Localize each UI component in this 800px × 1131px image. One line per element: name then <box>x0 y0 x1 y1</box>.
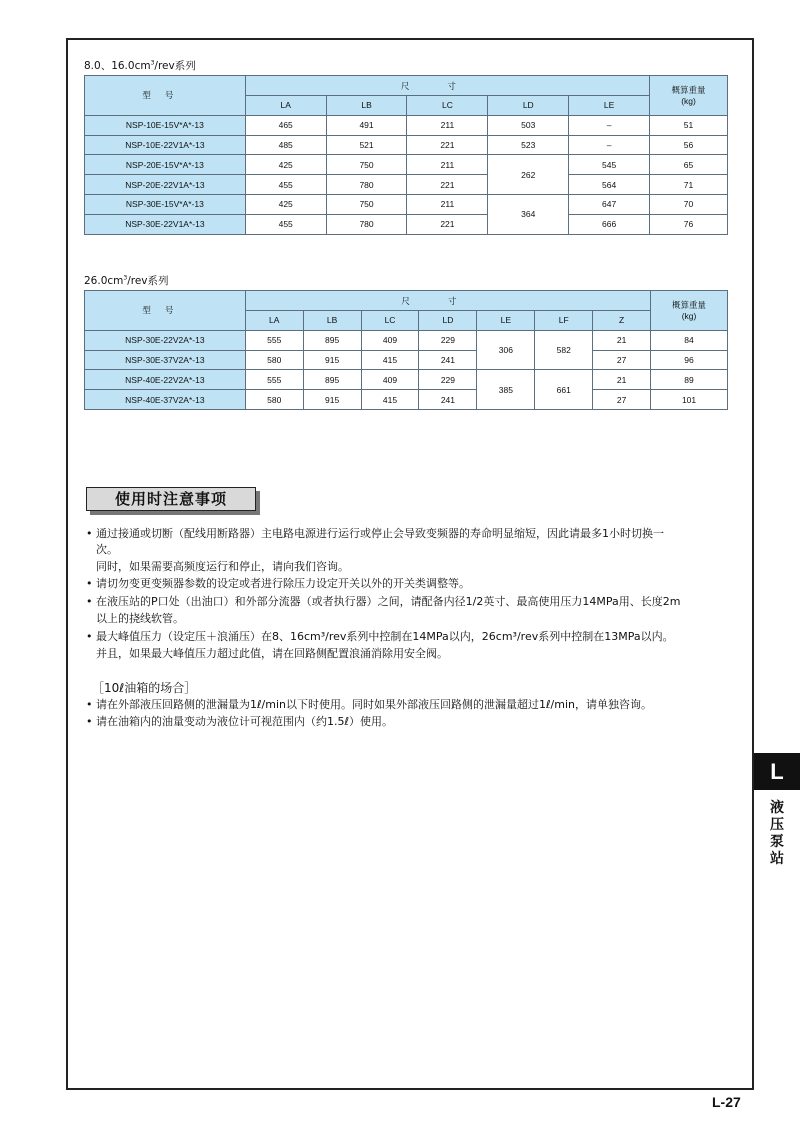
cell: 750 <box>326 155 407 175</box>
table2-title: $26.0cm^3$/rev系列 <box>84 274 169 287</box>
cell: 895 <box>303 370 361 390</box>
header-weight: 概算重量 (kg) <box>651 291 728 331</box>
cell: 211 <box>407 155 488 175</box>
cell: 521 <box>326 135 407 155</box>
cell: 241 <box>419 390 477 410</box>
cell: 750 <box>326 194 407 214</box>
cell: 780 <box>326 175 407 195</box>
col-header: LA <box>245 311 303 331</box>
cell: 661 <box>535 370 593 410</box>
cell: 564 <box>569 175 650 195</box>
cell: 56 <box>650 135 728 155</box>
table-row <box>85 175 728 195</box>
cell: 364 <box>488 194 569 234</box>
cell: 229 <box>419 330 477 350</box>
model-cell: NSP-40E-22V2A*-13 <box>85 370 246 390</box>
cell: – <box>569 115 650 135</box>
cell: 96 <box>651 350 728 370</box>
col-header: LF <box>535 311 593 331</box>
table-row <box>85 115 728 135</box>
model-cell: NSP-30E-22V2A*-13 <box>85 330 246 350</box>
header-weight: 概算重量 (kg) <box>650 76 728 116</box>
col-header: LE <box>569 96 650 116</box>
cell: 89 <box>651 370 728 390</box>
model-cell: NSP-30E-15V*A*-13 <box>85 194 246 214</box>
cell: 915 <box>303 390 361 410</box>
cell: 306 <box>477 330 535 370</box>
spec-table-1 <box>84 75 728 235</box>
cell: 221 <box>407 135 488 155</box>
table-row <box>85 135 728 155</box>
cell: 555 <box>245 370 303 390</box>
cell: 666 <box>569 214 650 234</box>
cell: 385 <box>477 370 535 410</box>
col-header: Z <box>593 311 651 331</box>
bullet: • <box>86 630 93 643</box>
table1-title: 8.0、$16.0cm^3$/rev系列 <box>84 59 196 72</box>
cell: 555 <box>245 330 303 350</box>
page-number: L-27 <box>712 1094 741 1110</box>
cell: 51 <box>650 115 728 135</box>
col-header: LC <box>407 96 488 116</box>
model-cell: NSP-20E-15V*A*-13 <box>85 155 246 175</box>
section-label: 液压泵站 <box>770 800 784 867</box>
cell: 71 <box>650 175 728 195</box>
bullet: • <box>86 527 93 540</box>
cell: 70 <box>650 194 728 214</box>
cell: 415 <box>361 350 419 370</box>
model-cell: NSP-40E-37V2A*-13 <box>85 390 246 410</box>
cell: 211 <box>407 194 488 214</box>
cell: 211 <box>407 115 488 135</box>
cell: 780 <box>326 214 407 234</box>
cell: 580 <box>245 390 303 410</box>
cell: 425 <box>245 194 326 214</box>
model-cell: NSP-10E-15V*A*-13 <box>85 115 246 135</box>
header-dimensions: 尺寸 <box>245 291 650 311</box>
cell: 65 <box>650 155 728 175</box>
cell: 27 <box>593 350 651 370</box>
col-header: LC <box>361 311 419 331</box>
cell: 523 <box>488 135 569 155</box>
cell: 21 <box>593 370 651 390</box>
cell: 582 <box>535 330 593 370</box>
bullet: • <box>86 577 93 590</box>
cell: 262 <box>488 155 569 195</box>
cell: 545 <box>569 155 650 175</box>
cell: 241 <box>419 350 477 370</box>
cell: 84 <box>651 330 728 350</box>
model-cell: NSP-10E-22V1A*-13 <box>85 135 246 155</box>
cell: 465 <box>245 115 326 135</box>
table-row <box>85 155 728 175</box>
section-tab: L <box>754 753 800 790</box>
bullet: • <box>86 698 93 711</box>
table-row <box>85 390 728 410</box>
col-header: LA <box>245 96 326 116</box>
cell: 229 <box>419 370 477 390</box>
cell: 221 <box>407 175 488 195</box>
table-row <box>85 194 728 214</box>
cell: 455 <box>245 214 326 234</box>
col-header: LE <box>477 311 535 331</box>
cell: 76 <box>650 214 728 234</box>
cell: 455 <box>245 175 326 195</box>
cell: 415 <box>361 390 419 410</box>
cell: 21 <box>593 330 651 350</box>
spec-table-2 <box>84 290 728 410</box>
cell: 101 <box>651 390 728 410</box>
cell: 409 <box>361 330 419 350</box>
cell: 485 <box>245 135 326 155</box>
table-row <box>85 330 728 350</box>
col-header: LB <box>326 96 407 116</box>
header-dimensions: 尺寸 <box>245 76 649 96</box>
subheading: ［10ℓ油箱的场合］ <box>92 681 197 695</box>
col-header: LD <box>488 96 569 116</box>
cell: – <box>569 135 650 155</box>
table-row <box>85 214 728 234</box>
cell: 425 <box>245 155 326 175</box>
col-header: LB <box>303 311 361 331</box>
header-model: 型号 <box>85 291 246 331</box>
cell: 409 <box>361 370 419 390</box>
cell: 895 <box>303 330 361 350</box>
cell: 647 <box>569 194 650 214</box>
table-row <box>85 370 728 390</box>
bullet: • <box>86 595 93 608</box>
col-header: LD <box>419 311 477 331</box>
cell: 221 <box>407 214 488 234</box>
bullet: • <box>86 715 93 728</box>
cell: 503 <box>488 115 569 135</box>
notice-title: 使用时注意事项 <box>86 487 256 511</box>
model-cell: NSP-30E-22V1A*-13 <box>85 214 246 234</box>
header-model: 型号 <box>85 76 246 116</box>
cell: 27 <box>593 390 651 410</box>
cell: 915 <box>303 350 361 370</box>
model-cell: NSP-20E-22V1A*-13 <box>85 175 246 195</box>
cell: 491 <box>326 115 407 135</box>
model-cell: NSP-30E-37V2A*-13 <box>85 350 246 370</box>
cell: 580 <box>245 350 303 370</box>
table-row <box>85 350 728 370</box>
